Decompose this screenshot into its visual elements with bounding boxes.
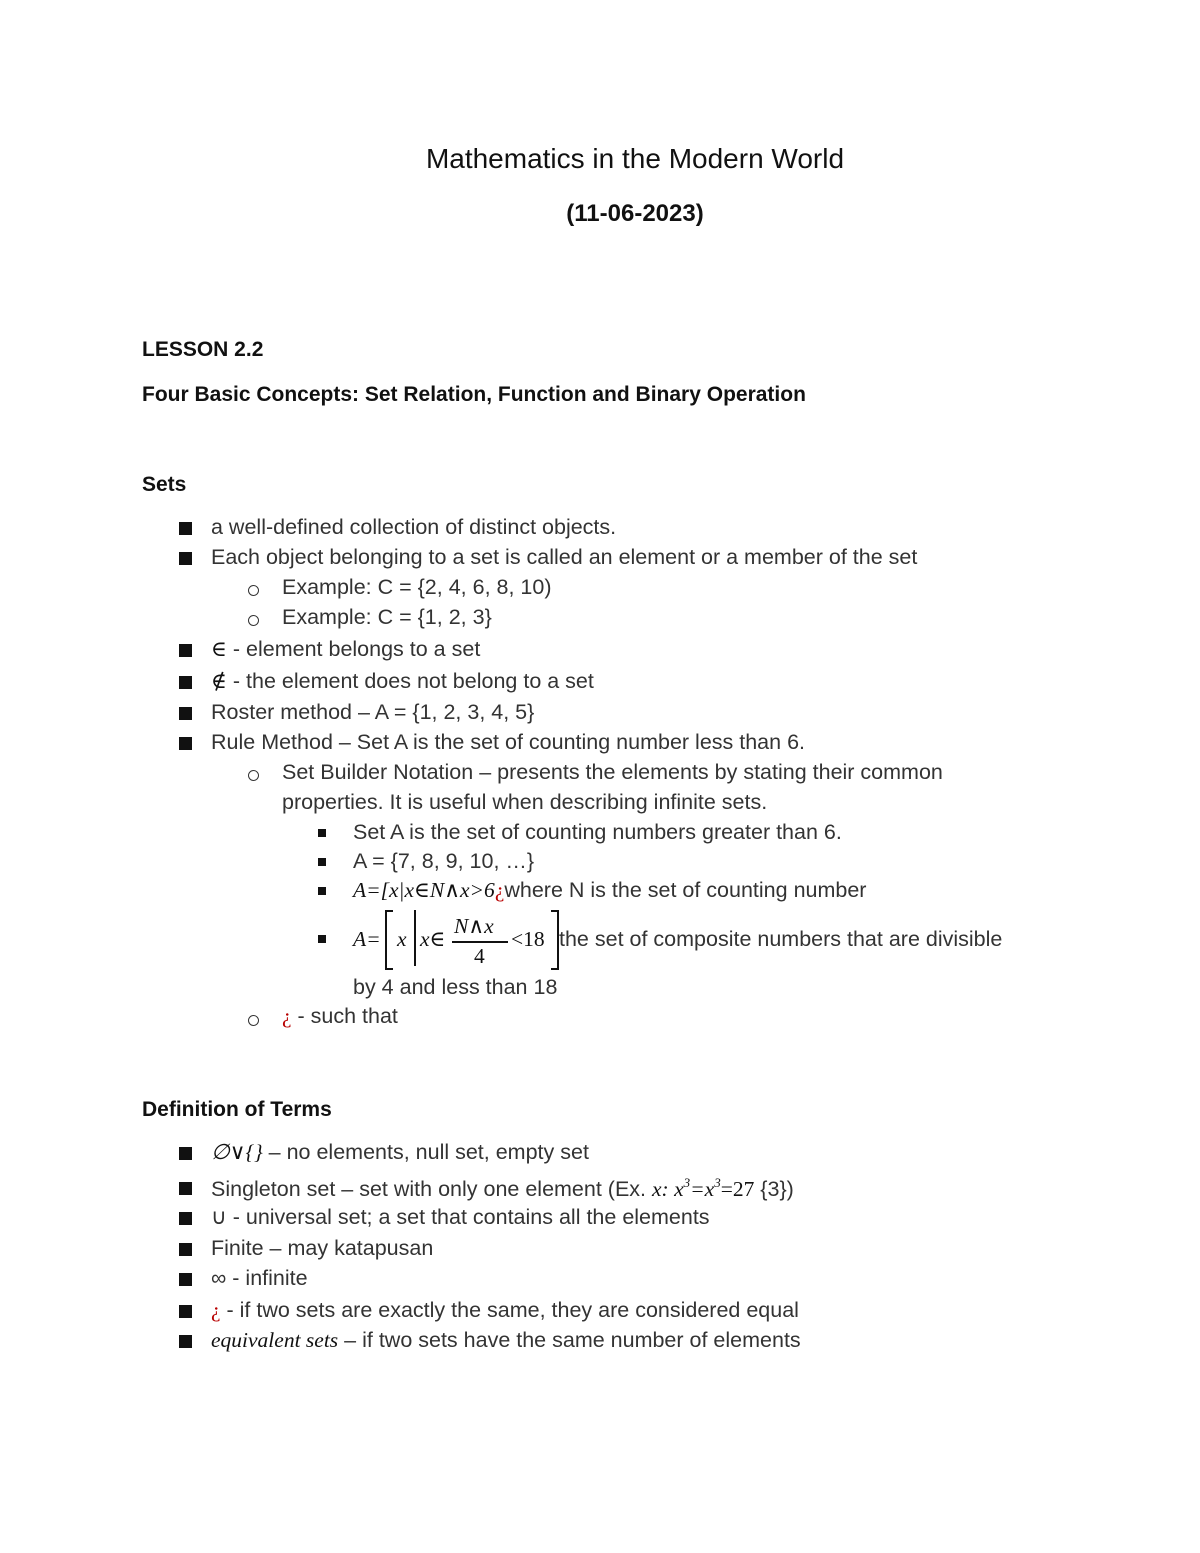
- square-bullet-icon: [179, 676, 192, 689]
- element-of-icon: ∈: [211, 637, 227, 661]
- equal-sets-symbol-icon: ¿: [211, 1298, 221, 1322]
- list-item: ¿ - if two sets are exactly the same, they are considered equal: [211, 1298, 799, 1322]
- formula-bound: <18: [511, 927, 545, 951]
- list-item: Singleton set – set with only one element (Ex. x: $x^3=x^3=27$ {3}): [211, 1175, 794, 1201]
- square-bullet-icon: [179, 1212, 192, 1225]
- lesson-label: LESSON 2.2: [142, 338, 264, 361]
- fraction-bar: [452, 941, 508, 943]
- list-item: ¿ - such that: [282, 1004, 398, 1028]
- infinity-icon: ∞: [211, 1266, 227, 1290]
- not-element-of-icon: ∉: [211, 669, 227, 693]
- circle-bullet-icon: [248, 585, 259, 596]
- list-item: Set Builder Notation – presents the elements by stating their common: [282, 760, 943, 784]
- terms-heading: Definition of Terms: [142, 1098, 332, 1121]
- square-bullet-icon: [179, 1147, 192, 1160]
- list-item: the set of composite numbers that are divisible: [559, 927, 1003, 951]
- right-bracket-icon: [551, 910, 559, 970]
- square-bullet-icon: [179, 1305, 192, 1318]
- list-item: Example: C = {1, 2, 3}: [282, 605, 492, 629]
- lesson-topic: Four Basic Concepts: Set Relation, Function and Binary Operation: [142, 383, 806, 406]
- square-bullet-icon: [179, 737, 192, 750]
- such-that-symbol-icon: ¿: [282, 1004, 292, 1028]
- list-item: Finite – may katapusan: [211, 1236, 434, 1260]
- list-item: Roster method – A = {1, 2, 3, 4, 5}: [211, 700, 535, 724]
- square-bullet-icon: [179, 1182, 192, 1195]
- list-item: ∉ - the element does not belong to a set: [211, 669, 594, 693]
- list-item: ∞ - infinite: [211, 1266, 308, 1290]
- square-bullet-icon: [179, 522, 192, 535]
- list-item: Set A is the set of counting numbers greater than 6.: [353, 820, 842, 844]
- square-bullet-icon: [179, 1335, 192, 1348]
- list-item: A = {7, 8, 9, 10, …}: [353, 849, 535, 873]
- document-date: (11-06-2023): [566, 200, 704, 227]
- list-item-continuation: properties. It is useful when describing infinite sets.: [282, 790, 768, 814]
- square-bullet-icon: [179, 644, 192, 657]
- left-bracket-icon: [385, 910, 393, 970]
- formula-var: x: [397, 927, 407, 951]
- circle-bullet-icon: [248, 615, 259, 626]
- circle-bullet-icon: [248, 1015, 259, 1026]
- list-item: ∅∨{} – no elements, null set, empty set: [211, 1140, 589, 1164]
- union-icon: ∪: [211, 1205, 227, 1229]
- small-square-bullet-icon: [318, 858, 326, 866]
- vertical-bar-icon: [414, 910, 416, 966]
- fraction-denominator: 4: [474, 944, 485, 968]
- formula-membership: x∈: [420, 927, 446, 951]
- square-bullet-icon: [179, 1243, 192, 1256]
- set-builder-formula: A=[x|x∈N∧x>6: [353, 878, 495, 902]
- small-square-bullet-icon: [318, 887, 326, 895]
- fraction-numerator: N∧x: [454, 914, 494, 938]
- such-that-symbol-icon: ¿: [494, 878, 505, 902]
- empty-set-icon: ∅∨{}: [211, 1140, 263, 1164]
- list-item: A=[x|x∈N∧x>6¿where N is the set of counting number: [353, 878, 867, 902]
- list-item: Rule Method – Set A is the set of counting number less than 6.: [211, 730, 806, 754]
- list-item: ∈ - element belongs to a set: [211, 637, 481, 661]
- list-item: equivalent sets – if two sets have the same number of elements: [211, 1328, 801, 1352]
- list-item: Each object belonging to a set is called an element or a member of the set: [211, 545, 918, 569]
- square-bullet-icon: [179, 552, 192, 565]
- square-bullet-icon: [179, 1273, 192, 1286]
- list-item-continuation: by 4 and less than 18: [353, 975, 558, 999]
- list-item: ∪ - universal set; a set that contains all the elements: [211, 1205, 710, 1229]
- list-item: Example: C = {2, 4, 6, 8, 10): [282, 575, 552, 599]
- square-bullet-icon: [179, 707, 192, 720]
- small-square-bullet-icon: [318, 829, 326, 837]
- sets-heading: Sets: [142, 473, 187, 496]
- list-item: a well-defined collection of distinct objects.: [211, 515, 617, 539]
- small-square-bullet-icon: [318, 935, 326, 943]
- formula-lhs: A=: [353, 927, 381, 951]
- circle-bullet-icon: [248, 770, 259, 781]
- document-title: Mathematics in the Modern World: [425, 143, 845, 174]
